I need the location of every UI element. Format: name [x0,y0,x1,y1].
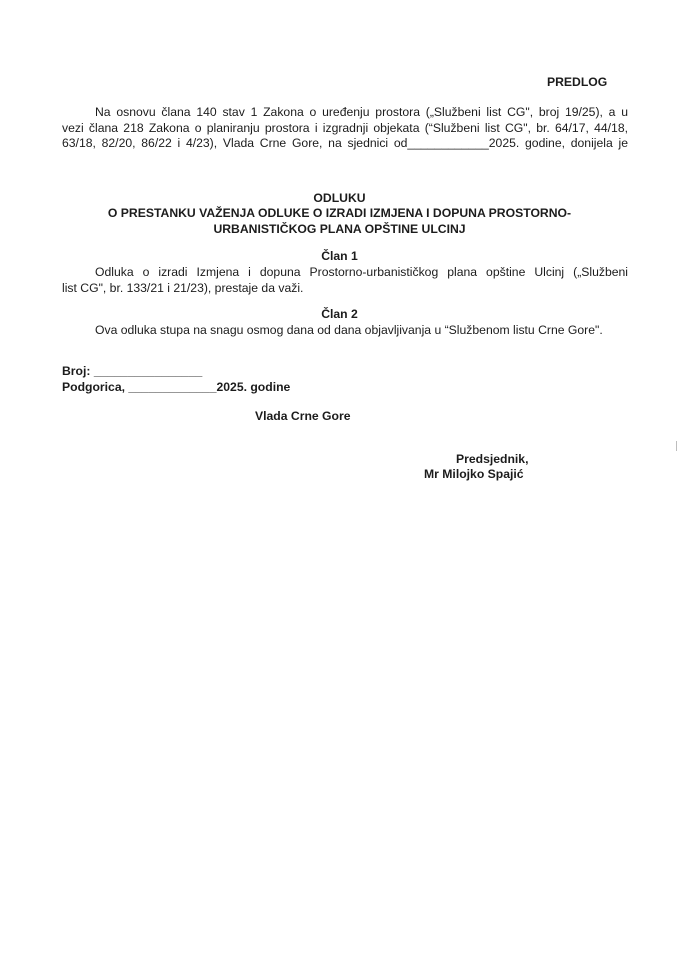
article-1-line-1: Odluka o izradi Izmjena i dopuna Prostorno-urbanističkog plana opštine Ulcinj („Službeni [95,265,628,279]
issuing-body: Vlada Crne Gore [255,409,351,423]
article-1-line-2: list CG", br. 133/21 i 21/23), prestaje da važi. [62,281,304,295]
article-2-heading: Član 2 [321,307,358,321]
scan-edge-mark [676,441,677,451]
document-number: Broj: ________________ [62,364,203,378]
article-2-line-1: Ova odluka stupa na snagu osmog dana od dana objavljivanja u “Službenom listu Crne Gore". [95,323,603,337]
decision-subtitle-line-1: O PRESTANKU VAŽENJA ODLUKE O IZRADI IZMJENA I DOPUNA PROSTORNO- [107,206,572,220]
preamble-line-2: vezi člana 218 Zakona o planiranju prostora i izgradnji objekata (“Službeni list CG", br. 64/17, 44/18, [62,121,628,135]
decision-title: ODLUKU [313,191,366,205]
signatory-role: Predsjednik, [456,452,529,466]
preamble-line-1: Na osnovu člana 140 stav 1 Zakona o uređenju prostora („Službeni list CG", broj 19/25), a u [95,105,628,119]
proposal-label: PREDLOG [547,75,608,89]
decision-subtitle-line-2: URBANISTIČKOG PLANA OPŠTINE ULCINJ [213,222,466,236]
preamble-line-3: 63/18, 82/20, 86/22 i 4/23), Vlada Crne Gore, na sjednici od____________2025. godine, donijela je [62,136,628,150]
article-1-heading: Član 1 [321,249,358,263]
place-and-date: Podgorica, _____________2025. godine [62,380,291,394]
signatory-name: Mr Milojko Spajić [424,467,524,481]
